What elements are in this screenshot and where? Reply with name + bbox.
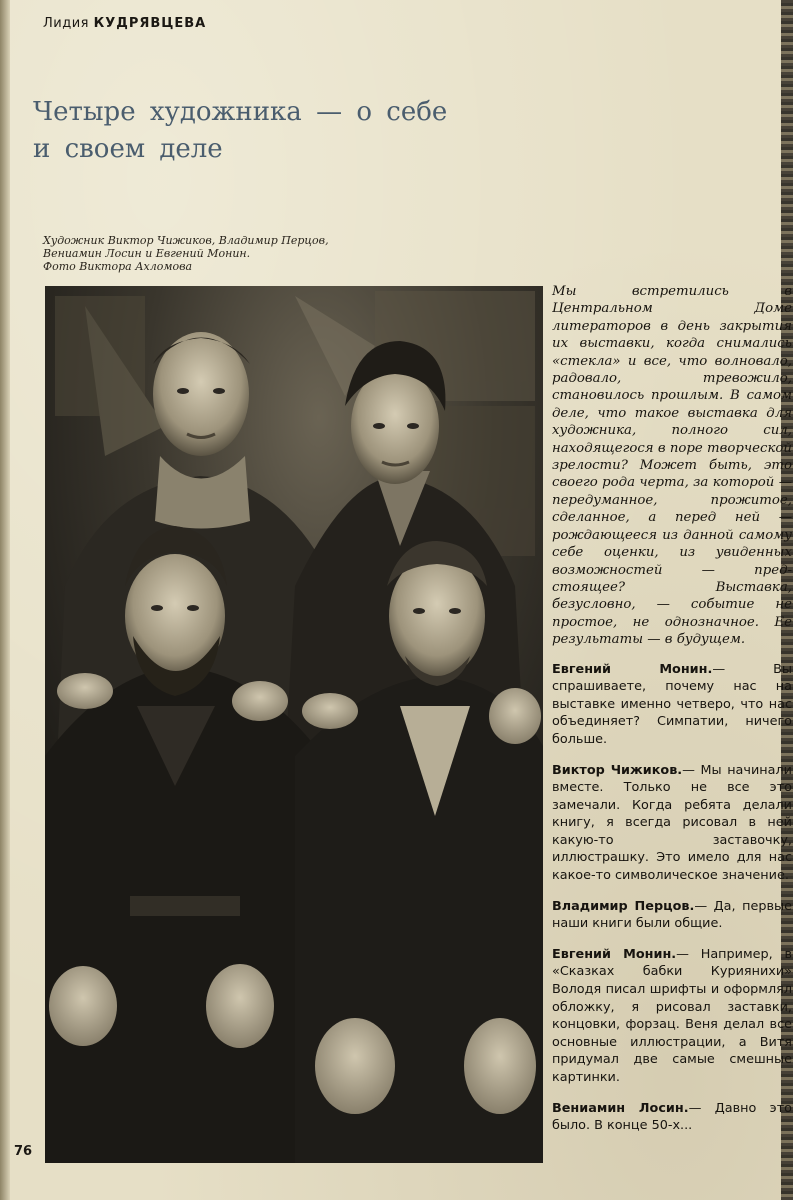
title-line-2: и своем деле [33,134,223,164]
photo-caption [43,234,393,273]
speaker-name: Владимир Перцов. [552,898,695,914]
speaker-name: Евгений Монин. [552,661,713,677]
group-portrait-photo [45,286,543,1163]
title-line-1: Четыре художника — о себе [33,97,448,127]
caption-line-2: Вениамин Лосин и Евгений Монин. [43,247,251,260]
dialogue-text: — Да, первые наши книги были общие. [552,898,792,932]
dialogue-paragraph [552,661,792,749]
dialogue-text: — Давно это было. В конце 50-х... [552,1100,792,1134]
author-first-name: Лидия [43,16,89,31]
intro-paragraph: Мы встретились в Центральном Доме литераторов в день закрытия их выставки, когда снимались «стекла» и все, что волновало, радовало, тревожило, становилось прошлым. В самом деле, что такое выставка для художника, полного сил, находящегося в поре творческой зрелости? Может быть, это своего рода черта, за которой — передуманное, прожитое, сделанное, а перед ней — рождающееся из данной самому себе оценки, из увиденных возможностей — пред-стоящее? Выставка, безусловно, — событие не простое, не однозначное. Ее результаты — в будущем. [552,284,792,648]
page-left-edge [0,0,10,1200]
speaker-name: Виктор Чижиков. [552,762,683,778]
speaker-name: Вениамин Лосин. [552,1100,689,1116]
author-byline [43,16,206,31]
dialogue-paragraph [552,946,792,1087]
dialogue-text: — Например, в «Сказках бабки Куриянихи» Володя писал шрифты и оформлял обложку, я рисовал заставки, концовки, форзац. Веня делал все основные иллюстрации, а Витя придумал две самые смешные картинки. [552,946,792,1085]
speaker-name: Евгений Монин. [552,946,677,962]
caption-line-3: Фото Виктора Ахломова [43,260,193,273]
author-last-name: КУДРЯВЦЕВА [93,16,207,31]
article-text-column [552,283,792,1148]
dialogue-text: — Мы начинали вместе. Только не все это замечали. Когда ребята делали книгу, я всегда рисовал в ней какую-то заставочку, иллюстрашку. Это имело для нас какое-то символическое значение. [552,762,792,884]
dialogue-paragraph [552,898,792,933]
dialogue-paragraph [552,762,792,885]
article-title [33,94,503,168]
dialogue-paragraph [552,1100,792,1135]
caption-line-1: Художник Виктор Чижиков, Владимир Перцов, [43,234,329,247]
dialogue-text: — Вы спрашиваете, почему нас на выставке именно четверо, что нас объединяет? Симпатии, ничего больше. [552,661,792,747]
page-number: 76 [14,1144,33,1159]
portrait-illustration [45,286,543,1163]
